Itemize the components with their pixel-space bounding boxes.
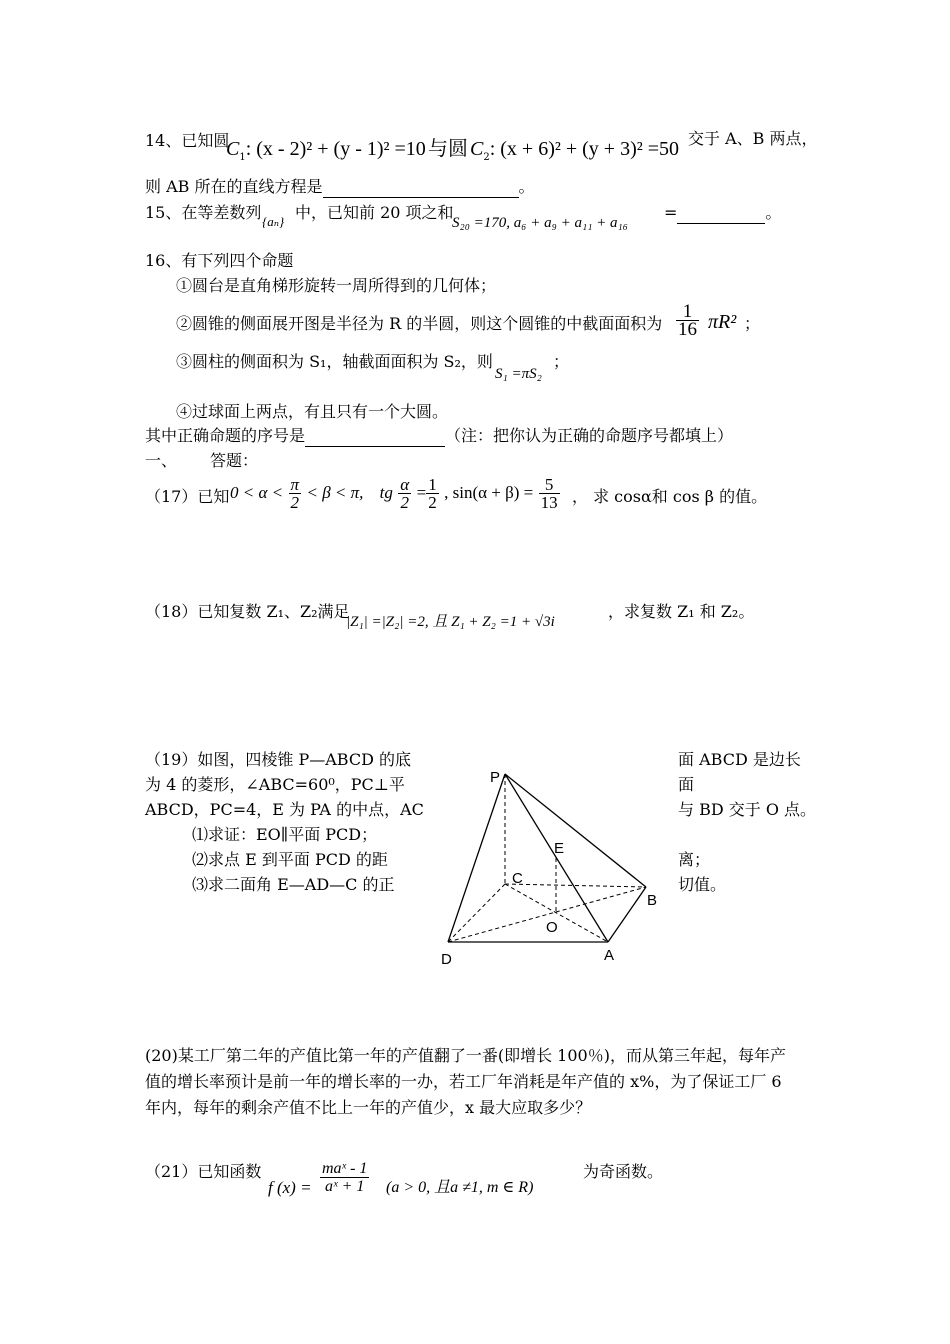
edge-pd xyxy=(448,774,505,942)
q15-middle: 中，已知前 20 项之和 xyxy=(295,203,454,222)
q19-line3: ABCD，PC=4，E 为 PA 的中点，AC xyxy=(145,800,424,819)
q16-p3-end: ； xyxy=(553,352,570,371)
q15-answer: = 。 xyxy=(664,203,782,222)
edge-pb xyxy=(505,774,646,887)
q21-suffix: 为奇函数。 xyxy=(583,1162,664,1181)
pyramid-figure xyxy=(436,762,666,972)
label-c: C xyxy=(512,870,523,887)
q14-circle2-equation: $C_2$: (x + 6)² + (y + 3)² =50 xyxy=(470,138,680,163)
q16-proposition-4: ④过球面上两点，有且只有一个大圆。 xyxy=(176,402,449,421)
q17-ask: ， 求 cosα和 cos β 的值。 xyxy=(572,487,768,506)
q16-p3-formula: S₁ =πS₂ xyxy=(495,366,542,382)
q18-formula: |Z₁| =|Z₂| =2, 且 Z₁ + Z₂ =1 + √3i xyxy=(346,614,555,630)
q19-right2: 面 xyxy=(678,775,695,794)
q19-part3: ⑶求二面角 E—AD—C 的正 xyxy=(192,875,395,894)
label-d: D xyxy=(441,951,452,968)
q20-line3: 年内，每年的剩余产值不比上一年的产值少，x 最大应取多少？ xyxy=(145,1098,592,1117)
q19-line1: （19）如图，四棱锥 P—ABCD 的底 xyxy=(145,750,411,769)
q14-circle1-equation: $C_1$: (x - 2)² + (y - 1)² =10 xyxy=(226,138,426,163)
q20-line1: (20)某工厂第二年的产值比第一年的产值翻了一番(即增长 100％)，而从第三年起，每年产 xyxy=(145,1046,786,1065)
q15-sequence: {aₙ} xyxy=(262,214,285,229)
q14-line2: 则 AB 所在的直线方程是 。 xyxy=(145,177,535,196)
q20-line2: 值的增长率预计是前一年的增长率的一办，若工厂年消耗是年产值的 x%，为了保证工厂 6 xyxy=(145,1072,782,1091)
q18-suffix: ，求复数 Z₁ 和 Z₂。 xyxy=(608,602,755,621)
label-o: O xyxy=(546,919,558,936)
q17-prefix: （17）已知 xyxy=(145,487,230,506)
q14-prefix: 14、已知圆 xyxy=(145,131,230,150)
q19-right1: 面 ABCD 是边长 xyxy=(678,750,801,769)
q16-p2-end: ； xyxy=(744,314,761,333)
q16-proposition-1: ①圆台是直角梯形旋转一周所得到的几何体； xyxy=(176,276,497,295)
edge-cb xyxy=(505,884,646,887)
label-p: P xyxy=(490,769,501,786)
q19-right3: 与 BD 交于 O 点。 xyxy=(678,800,817,819)
edge-cd xyxy=(448,884,505,942)
q17-formula: 0 < α < $\frac{\pi}{2}$ < β < π, tg $\frac{\alpha}{2}$ = $\frac{1}{2}$ , sin(α + β) = $\frac{5}{13}$ xyxy=(230,475,558,512)
q19-part1: ⑴求证：EO∥平面 PCD； xyxy=(192,825,378,844)
q16-title: 16、有下列四个命题 xyxy=(145,251,294,270)
section-number: 一、 xyxy=(145,451,178,470)
q16-fraction: $\frac{1}{16}$ xyxy=(678,301,697,340)
q15-prefix: 15、在等差数列 xyxy=(145,203,262,222)
q19-right5: 离； xyxy=(678,850,711,869)
q14-suffix: 交于 A、B 两点， xyxy=(688,129,818,148)
q16-proposition-2: ②圆锥的侧面展开图是半径为 R 的半圆，则这个圆锥的中截面面积为 xyxy=(176,314,663,333)
label-b: B xyxy=(647,892,658,909)
q16-answer-line: 其中正确命题的序号是 （注：把你认为正确的命题序号都填上） xyxy=(145,426,734,445)
q18-prefix: （18）已知复数 Z₁、Z₂满足 xyxy=(145,602,350,621)
label-a: A xyxy=(604,947,615,964)
q15-formula: S₂₀ =170, a₆ + a₉ + a₁₁ + a₁₆ xyxy=(452,215,628,231)
q16-proposition-3: ③圆柱的侧面积为 S₁，轴截面面积为 S₂，则 xyxy=(176,352,493,371)
q21-prefix: （21）已知函数 xyxy=(145,1162,262,1181)
q19-line2: 为 4 的菱形，∠ABC=60⁰，PC⊥平 xyxy=(145,775,405,794)
label-e: E xyxy=(554,840,565,857)
q19-right6: 切值。 xyxy=(678,875,727,894)
q19-part2: ⑵求点 E 到平面 PCD 的距 xyxy=(192,850,388,869)
q21-fx: f (x) = xyxy=(268,1178,312,1197)
q21-condition: (a > 0, 且a ≠1, m ∈ R) xyxy=(386,1179,534,1196)
q16-pi-r-squared: πR² xyxy=(708,311,737,333)
q14-joiner: 与圆 xyxy=(428,136,468,160)
edge-ab xyxy=(608,887,646,942)
q21-fraction: $\frac{\text{maˣ - 1}}{\text{aˣ + 1}}$ xyxy=(322,1160,368,1195)
section-title: 答题： xyxy=(210,451,259,470)
